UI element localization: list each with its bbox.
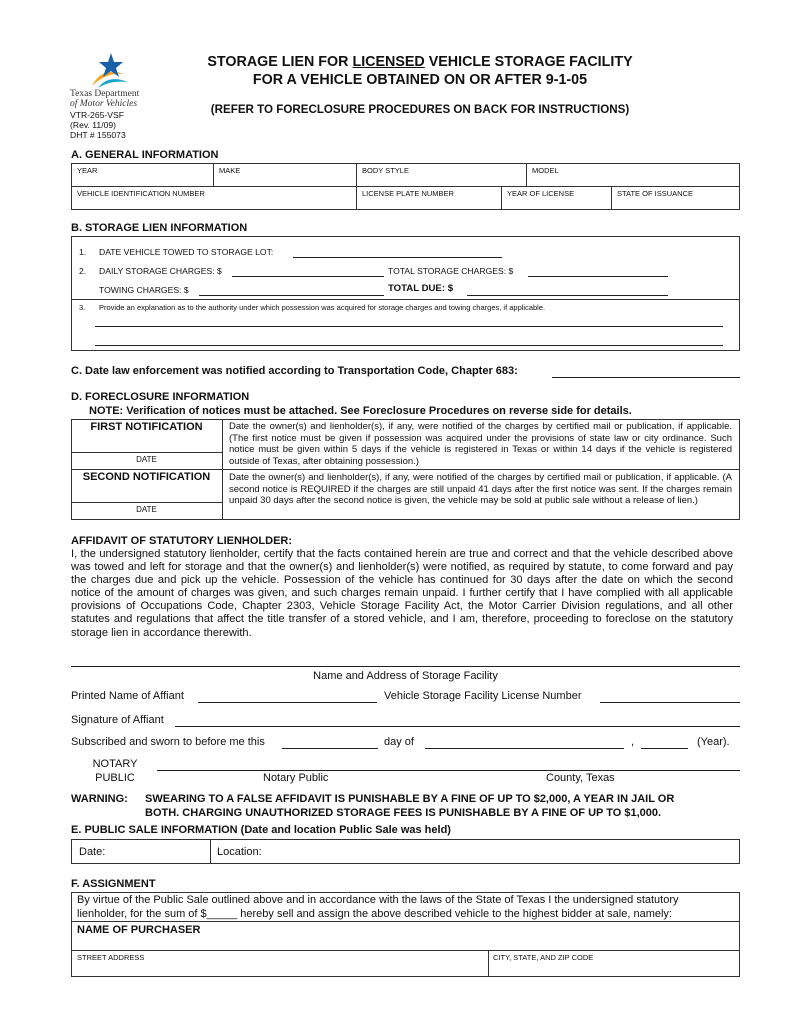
county-texas-label: County, Texas — [546, 772, 615, 784]
date-towed-label: DATE VEHICLE TOWED TO STORAGE LOT: — [99, 247, 274, 257]
page-title: STORAGE LIEN FOR LICENSED VEHICLE STORAGE FACILITY FOR A VEHICLE OBTAINED ON OR AFTER 9-1-05 — [150, 53, 690, 89]
logo-swoosh-gold — [92, 72, 124, 86]
field-vin[interactable]: VEHICLE IDENTIFICATION NUMBER — [77, 189, 205, 198]
affidavit-body: I, the undersigned statutory lienholder, certify that the facts contained herein are true and correct and that the vehicle described above was towed and left for storage and that the owner(s) and lienholder(s) were notified, as required by statute, to come forward and pay the charges due and pick up the vehicle. Possession of the vehicle has continued for 30 days after the date on which the second notice of the amount of charges was given, and such charges remain unpaid. I further certify that I have complied with all applicable provisions of Occupations Code, Chapter 2303, Vehicle Storage Facility Act, the Motor Carrier Division regulations, and all other statutes and regulations that affect the title transfer of a stored vehicle, and I am, therefore, proceeding to foreclose on the statutory storage lien in accordance therewith. — [71, 548, 733, 639]
law-enforcement-date-input[interactable] — [552, 377, 740, 378]
section-b-heading: B. STORAGE LIEN INFORMATION — [71, 222, 248, 234]
assignment-text-1: By virtue of the Public Sale outlined above and in accordance with the laws of the State of Texas I the undersigned statutory — [77, 894, 679, 906]
daily-storage-input[interactable] — [232, 276, 384, 277]
field-year[interactable]: YEAR — [77, 166, 98, 175]
storage-facility-name-line[interactable] — [71, 666, 740, 667]
logo-swoosh-teal — [98, 79, 128, 88]
towing-charges-input[interactable] — [199, 295, 384, 296]
field-year-of-license[interactable]: YEAR OF LICENSE — [507, 189, 575, 198]
date-towed-input[interactable] — [293, 257, 502, 258]
section-e-heading: E. PUBLIC SALE INFORMATION (Date and location Public Sale was held) — [71, 824, 451, 836]
subscribed-label: Subscribed and sworn to before me this — [71, 736, 265, 748]
day-of-label: day of — [384, 736, 414, 748]
warning-text-2: BOTH. CHARGING UNAUTHORIZED STORAGE FEES IS PUNISHABLE BY A FINE OF UP TO $1,000. — [145, 807, 662, 819]
daily-storage-label: DAILY STORAGE CHARGES: $ — [99, 266, 222, 276]
sworn-day-input[interactable] — [282, 748, 378, 749]
section-f-heading: F. ASSIGNMENT — [71, 878, 156, 890]
total-storage-input[interactable] — [528, 276, 668, 277]
street-address-field[interactable]: STREET ADDRESS — [77, 953, 145, 962]
license-number-label: Vehicle Storage Facility License Number — [384, 690, 582, 702]
section-d-heading: D. FORECLOSURE INFORMATION — [71, 391, 250, 403]
explanation-line-2[interactable] — [95, 345, 723, 346]
section-a-heading: A. GENERAL INFORMATION — [71, 149, 219, 161]
towing-charges-label: TOWING CHARGES: $ — [99, 285, 189, 295]
agency-name-line1: Texas Department — [70, 89, 140, 99]
txdmv-logo — [88, 52, 134, 90]
year-label: (Year). — [697, 736, 730, 748]
sale-date-field[interactable]: Date: — [79, 846, 106, 858]
title-licensed: LICENSED — [352, 54, 425, 70]
first-notification-title: FIRST NOTIFICATION — [90, 421, 203, 433]
section-d-note: NOTE: Verification of notices must be attached. See Foreclosure Procedures on reverse side for details. — [89, 405, 632, 417]
total-storage-label: TOTAL STORAGE CHARGES: $ — [388, 266, 514, 276]
agency-name-line2: of Motor Vehicles — [70, 99, 138, 109]
first-notification-text: Date the owner(s) and lienholder(s), if any, were notified of the charges by certified mail or publication, if applicable. (The first notice must be given if possession was acquired under the provisions of state law or city ordinance. Such notice must be given within 5 days if the vehicle is registered in Texas or within 14 days if the vehicle is registered outside of Texas, after obtaining possession.) — [229, 421, 732, 467]
signature-label: Signature of Affiant — [71, 714, 164, 726]
field-make[interactable]: MAKE — [219, 166, 241, 175]
instructions-note: (REFER TO FORECLOSURE PROCEDURES ON BACK FOR INSTRUCTIONS) — [210, 103, 630, 116]
form-dht: DHT # 155073 — [70, 130, 126, 140]
field-model[interactable]: MODEL — [532, 166, 559, 175]
warning-label: WARNING: — [71, 793, 128, 805]
page-title-line2: FOR A VEHICLE OBTAINED ON OR AFTER 9-1-05 — [252, 72, 588, 88]
notary-public-label: Notary Public — [263, 772, 329, 784]
sworn-year-input[interactable] — [641, 748, 688, 749]
field-body-style[interactable]: BODY STYLE — [362, 166, 409, 175]
public-sale-box — [71, 839, 740, 864]
total-due-label: TOTAL DUE: $ — [388, 283, 454, 294]
total-due-input[interactable] — [467, 295, 668, 296]
signature-input[interactable] — [175, 726, 740, 727]
storage-facility-name-label: Name and Address of Storage Facility — [313, 670, 498, 682]
sale-location-field[interactable]: Location: — [217, 846, 262, 858]
notary-signature-input[interactable] — [157, 770, 740, 771]
affidavit-heading: AFFIDAVIT OF STATUTORY LIENHOLDER: — [71, 535, 293, 547]
printed-name-label: Printed Name of Affiant — [71, 690, 184, 702]
second-notification-title: SECOND NOTIFICATION — [82, 471, 211, 483]
license-number-input[interactable] — [600, 702, 740, 703]
field-license-plate[interactable]: LICENSE PLATE NUMBER — [362, 189, 454, 198]
assignment-text-2: lienholder, for the sum of $_____ hereby sell and assign the above described vehicle to the highest bidder at sale, namely: — [77, 908, 672, 920]
printed-name-input[interactable] — [198, 702, 377, 703]
notary-label: NOTARY PUBLIC — [92, 758, 138, 784]
first-notification-date[interactable]: DATE — [136, 455, 157, 464]
section-c-label: C. Date law enforcement was notified according to Transportation Code, Chapter 683: — [71, 365, 518, 377]
authority-explanation-label: Provide an explanation as to the authority under which possession was acquired for storage charges and towing charges, if applicable. — [99, 303, 546, 312]
form-revision: (Rev. 11/09) — [70, 120, 117, 130]
city-state-zip-field[interactable]: CITY, STATE, AND ZIP CODE — [493, 953, 594, 962]
purchaser-name-field[interactable]: NAME OF PURCHASER — [77, 924, 201, 936]
warning-text-1: SWEARING TO A FALSE AFFIDAVIT IS PUNISHABLE BY A FINE OF UP TO $2,000, A YEAR IN JAIL OR — [145, 793, 675, 805]
explanation-line-1[interactable] — [95, 326, 723, 327]
field-state-of-issuance[interactable]: STATE OF ISSUANCE — [617, 189, 693, 198]
second-notification-date[interactable]: DATE — [136, 505, 157, 514]
second-notification-text: Date the owner(s) and lienholder(s), if any, were notified of the charges by certified mail or publication, if applicable. (A second notice is REQUIRED if the charges are still unpaid 41 days after the first notice was sent. If the charges remain unpaid 30 days after the second notice is given, the vehicle may be sold at public sale without a release of lien.) — [229, 472, 732, 507]
sworn-month-input[interactable] — [425, 748, 624, 749]
form-number: VTR-265-VSF — [70, 110, 124, 120]
